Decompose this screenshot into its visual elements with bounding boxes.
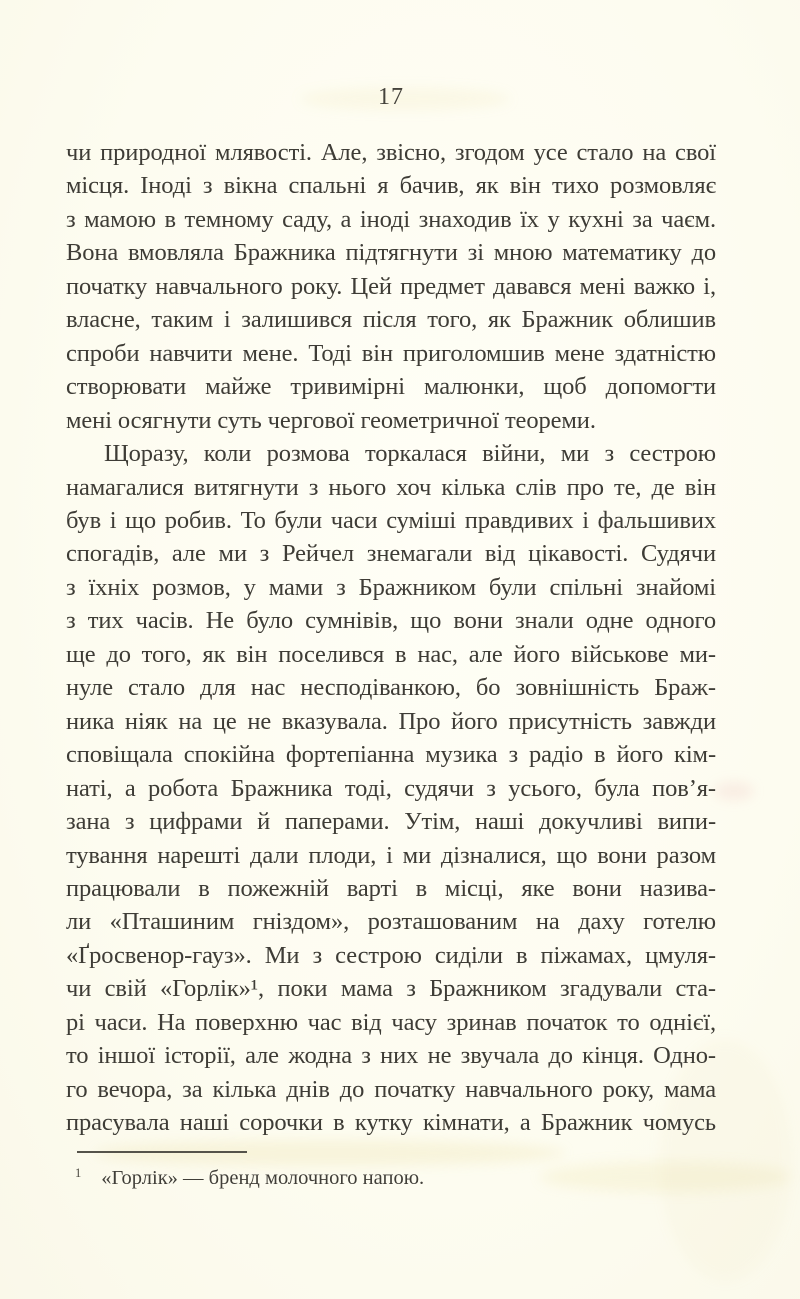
text-line: зана з цифрами й паперами. Утім, наші докучливі випи- bbox=[66, 808, 716, 836]
text-line: нуле стало для нас несподіванкою, бо зовнішність Браж- bbox=[66, 674, 716, 702]
body-text bbox=[66, 136, 716, 1140]
text-line: з їхніх розмов, у мами з Бражником були спільні знайомі bbox=[66, 573, 716, 601]
text-line: рі часи. На поверхню час від часу зринав початок то однієї, bbox=[66, 1008, 716, 1036]
text-line: Вона вмовляла Бражника підтягнути зі мною математику до bbox=[66, 239, 716, 267]
text-line: сповіщала спокійна фортепіанна музика з радіо в його кім- bbox=[66, 741, 716, 769]
text-line: «Ґросвенор-гауз». Ми з сестрою сиділи в піжамах, цмуля- bbox=[66, 941, 716, 969]
text-line: ли «Пташиним гніздом», розташованим на даху готелю bbox=[66, 908, 716, 936]
text-line: то іншої історії, але жодна з них не звучала до кінця. Одно- bbox=[66, 1042, 716, 1070]
footnote-text: «Горлік» — бренд молочного напою. bbox=[101, 1167, 425, 1189]
text-line: наті, а робота Бражника тоді, судячи з усього, була пов’я- bbox=[66, 774, 716, 802]
text-line: початку навчального року. Цей предмет давався мені важко і, bbox=[66, 272, 716, 300]
text-line: ще до того, як він поселився в нас, але його військове ми- bbox=[66, 640, 716, 668]
text-line: місця. Іноді з вікна спальні я бачив, як він тихо розмовляє bbox=[66, 172, 716, 200]
text-line: власне, таким і залишився після того, як Бражник облишив bbox=[66, 306, 716, 334]
text-line: створювати майже тривимірні малюнки, щоб допомогти bbox=[66, 373, 716, 401]
text-line: був і що робив. То були часи суміші правдивих і фальшивих bbox=[66, 506, 716, 534]
footnote bbox=[66, 1165, 716, 1193]
text-line: з тих часів. Не було сумнівів, що вони знали одне одного bbox=[66, 607, 716, 635]
text-line: ника ніяк на це не вказувала. Про його присутність завжди bbox=[66, 707, 716, 735]
text-line: чи свій «Горлік»¹, поки мама з Бражником згадували ста- bbox=[66, 975, 716, 1003]
text-line: мені осягнути суть чергової геометричної теореми. bbox=[66, 406, 596, 434]
page-number: 17 bbox=[378, 84, 404, 110]
scan-smudge bbox=[714, 782, 754, 800]
text-line: працювали в пожежній варті в місці, яке вони назива- bbox=[66, 874, 716, 902]
text-line: спогадів, але ми з Рейчел знемагали від цікавості. Судячи bbox=[66, 540, 716, 568]
text-line: тування нарешті дали плоди, і ми дізналися, що вони разом bbox=[66, 841, 716, 869]
text-line: чи природної млявості. Але, звісно, згодом усе стало на свої bbox=[66, 139, 716, 166]
text-line: Щоразу, коли розмова торкалася війни, ми з сестрою bbox=[104, 440, 716, 468]
text-line: прасувала наші сорочки в кутку кімнати, а Бражник чомусь bbox=[66, 1109, 716, 1137]
text-line: намагалися витягнути з нього хоч кілька слів про те, де він bbox=[66, 473, 716, 501]
text-line: го вечора, за кілька днів до початку навчального року, мама bbox=[66, 1075, 716, 1103]
text-line: спроби навчити мене. Тоді він приголомшив мене здатністю bbox=[66, 339, 716, 367]
footnote-marker: 1 bbox=[75, 1166, 82, 1180]
footnote-separator bbox=[77, 1151, 247, 1153]
scan-smudge bbox=[95, 1140, 565, 1166]
text-line: з мамою в темному саду, а іноді знаходив їх у кухні за чаєм. bbox=[66, 205, 716, 233]
